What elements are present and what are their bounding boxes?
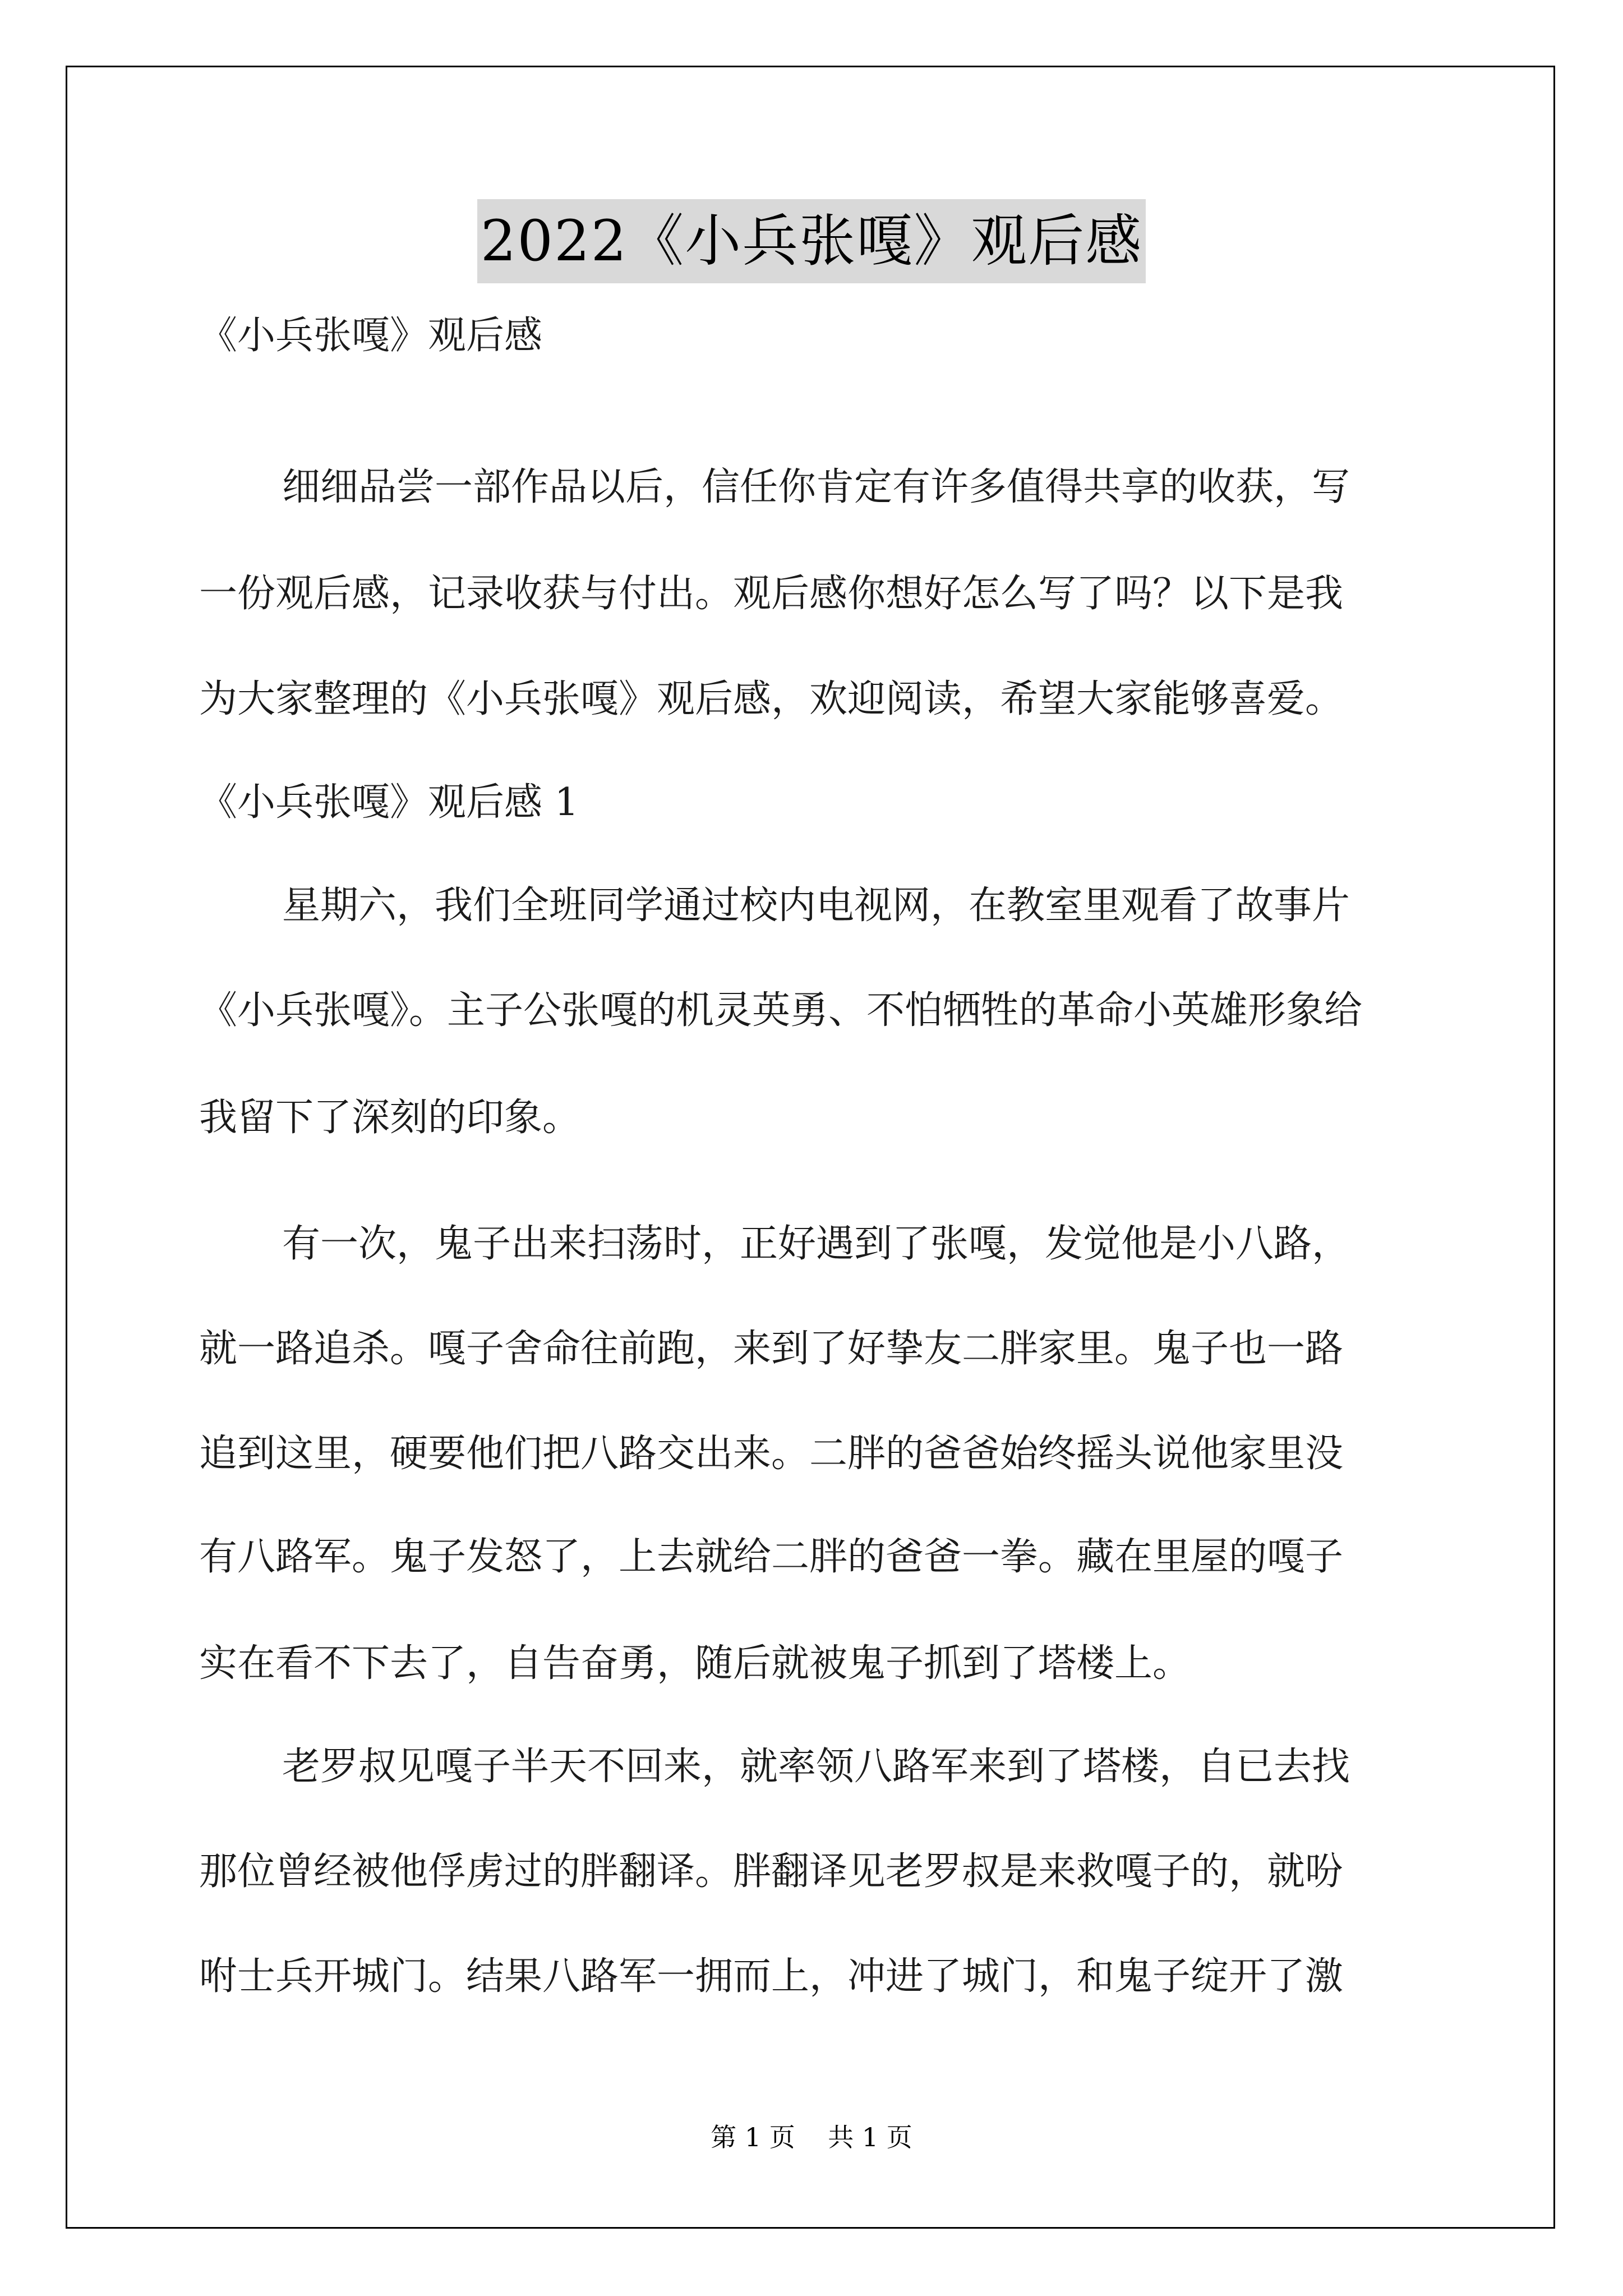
paragraph-line: 为大家整理的《小兵张嘎》观后感，欢迎阅读，希望大家能够喜爱。: [199, 677, 1344, 721]
page-border: [66, 66, 1555, 2229]
paragraph-line: 就一路追杀。嘎子舍命往前跑，来到了好挚友二胖家里。鬼子也一路: [199, 1327, 1344, 1371]
paragraph-line: 老罗叔见嘎子半天不回来，就率领八路军来到了塔楼，自已去找: [282, 1745, 1350, 1789]
paragraph-line: 实在看不下去了，自告奋勇，随后就被鬼子抓到了塔楼上。: [199, 1641, 1191, 1686]
paragraph-line: 细细品尝一部作品以后，信任你肯定有许多值得共享的收获，写: [282, 465, 1350, 509]
paragraph-line: 我留下了深刻的印象。: [199, 1096, 581, 1140]
document-title: 2022《小兵张嘎》观后感: [477, 199, 1146, 283]
paragraph-line: 有八路军。鬼子发怒了，上去就给二胖的爸爸一拳。藏在里屋的嘎子: [199, 1535, 1344, 1579]
page-footer: 第 1 页 共 1 页: [711, 2122, 912, 2152]
paragraph-line: 追到这里，硬要他们把八路交出来。二胖的爸爸始终摇头说他家里没: [199, 1432, 1344, 1476]
title-wrap: [0, 199, 1623, 283]
section-heading: 《小兵张嘎》观后感 1: [199, 780, 579, 825]
paragraph-line: 有一次，鬼子出来扫荡时，正好遇到了张嘎，发觉他是小八路，: [282, 1222, 1350, 1266]
paragraph-line: 星期六，我们全班同学通过校内电视网，在教室里观看了故事片: [282, 884, 1350, 928]
paragraph-line: 《小兵张嘎》。主子公张嘎的机灵英勇、不怕牺牲的革命小英雄形象给: [199, 988, 1363, 1033]
section-heading: 《小兵张嘎》观后感: [199, 314, 543, 358]
paragraph-line: 一份观后感，记录收获与付出。观后感你想好怎么写了吗？以下是我: [199, 572, 1344, 616]
paragraph-line: 咐士兵开城门。结果八路军一拥而上，冲进了城门，和鬼子绽开了激: [199, 1954, 1344, 1999]
paragraph-line: 那位曾经被他俘虏过的胖翻译。胖翻译见老罗叔是来救嘎子的，就吩: [199, 1849, 1344, 1894]
